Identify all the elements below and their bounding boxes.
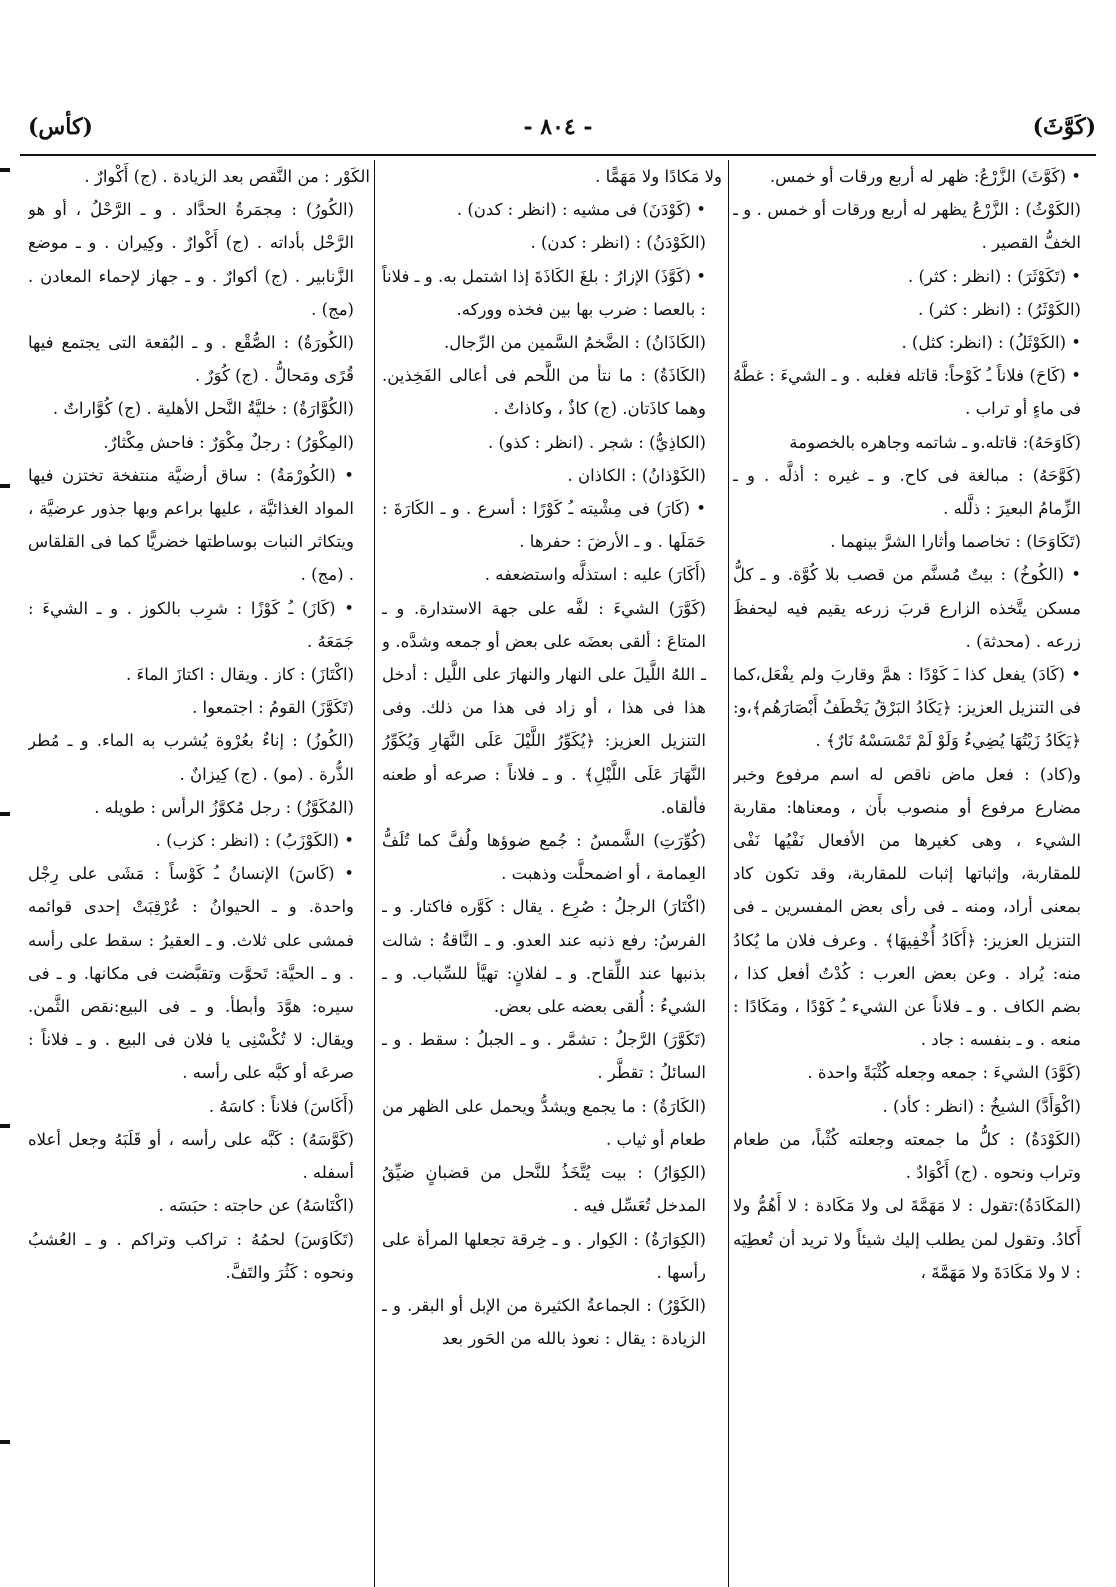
dictionary-entry: • (كَاسَ) الإنسانُ ـُ كَوْساً : مَشَى على رِجْل واحدة. و ـ الحيوانُ : عُرْقِبَتْ إحدى قوائمه فمشى على ثلاث. و ـ العقيرُ : سقط على رأسه . و ـ الحيَّة: تَحوَّت وتقبَّضت فى مكانها. و ـ فى سيره: هوَّدَ وأبطأ. و ـ فى البيع:نقص الثَّمن. ويقال: لا تُكْسْنِى يا فلان فى البيع . و ـ فلاناً : صرعَه أو كبَّه على رأسه . — [28, 864, 354, 1083]
dictionary-entry: • (كَاحَ) فلاناً ـُ كَوْحاً: قاتله فغلبه . و ـ الشيءَ : غطَّهُ فى ماءٍ أو تراب . — [733, 366, 1081, 419]
dictionary-entry: (الكَوْرُ) : الجماعةُ الكثيرة من الإبل أو البقر. و ـ الزيادة : يقال : نعوذ بالله من الحَور بعد — [382, 1295, 706, 1349]
dictionary-entry: (الكِوَارَةُ) : الكِوار . و ـ خِرقة تجعلها المرأة على رأسها . — [382, 1229, 706, 1282]
dictionary-entry: • (كَوْدَنَ) فى مشيه : (انظر : كدن) . — [456, 200, 706, 220]
dictionary-entry: (أَكَاسَ) فلاناً : كاسَهُ . — [208, 1096, 354, 1116]
dictionary-entry: ولا مَكادًا ولا مَهَمًّا . — [595, 167, 722, 186]
dictionary-entry: (كُوِّرَتِ) الشَّمسُ : جُمع ضوؤها ولُفَّ كما تُلَفُّ العِمامة ، أو اضمحلَّت وذهبت . — [382, 831, 706, 884]
dictionary-entry: (تَكَوَّزَ) القومُ : اجتمعوا . — [192, 698, 354, 718]
dictionary-entry: (تَكَاوَحَا) : تخاصما وأثارا الشرَّ بينهما . — [830, 532, 1081, 552]
dictionary-entry: (المَكَادَةُ):تقول : لا مَهَمَّةَ لى ولا مَكَادة : لا أَهُمُّ ولا أَكادُ. وتقول لمن يطلب إليك شيئاً ولا تريد أن تُعطِيَه : لا ولا مَكَادَةَ ولا مَهَمَّةَ ، — [733, 1196, 1081, 1282]
page-number: - ٨٠٤ - — [523, 114, 593, 140]
dictionary-entry: (المِكْوَرُ) : رجلٌ مِكْوَرٌ : فاحش مِكْثارٌ. — [103, 432, 354, 452]
dictionary-entry: • (الكُورْمَةُ) : ساق أرضيَّة منتفخة تختزن فيها المواد الغذائيَّة ، عليها براعم وبها جذور عرضيَّة ، ويتكاثر النبات بوساطتها خضريًّا كما فى القلقاس . (مج) . — [28, 465, 354, 585]
scan-edge-mark — [0, 812, 10, 816]
dictionary-entry: (الكُورُ) : مِجمَرةُ الحدَّاد . و ـ الرَّحْلُ ، أو هو الرَّحْل بأداته . (ج) أَكْوارٌ . وكِيران . و ـ موضع الزَّنابير . (ج) أكوارٌ . و ـ جهاز لإحماء المعادن . (مج) . — [28, 200, 354, 319]
dictionary-entry: (كَوَّرَ) الشيءَ : لفَّه على جهة الاستدارة. و ـ المتاعَ : ألقى بعضَه على بعض أو جمعه وشدَّه. و ـ اللهُ اللَّيلَ على النهار والنهارَ على اللَّيل : أدخل هذا فى هذا ، أو زاد فى هذا من ذلك. وفى التنزيل العزيز: ﴿يُكَوِّرُ اللَّيْلَ عَلَى النَّهَارِ وَيُكَوِّرُ النَّهَارَ عَلَى اللَّيْلِ﴾ . و ـ فلاناً : صرعه أو طعنه فألقاه. — [382, 598, 706, 817]
dictionary-entry: (الكَوْدَةُ) : كلُّ ما جمعته وجعلته كُثْباً، من طعام وتراب ونحوه . (ج) أَكْوَادٌ . — [733, 1129, 1081, 1183]
dictionary-entry: • (كَازَ) ـُ كَوْزًا : شرِب بالكوز . و ـ الشيءَ : جَمَعَهُ . — [28, 598, 354, 651]
dictionary-entry: (الكُورَةُ) : الصُّقْع . و ـ البُقعة التى يجتمع فيها قُرًى ومَحالُّ . (ج) كُوَرٌ . — [28, 333, 354, 386]
dictionary-entry: • (كَارَ) فى مِشْيته ـُ كَوْرًا : أسرع . و ـ الكَارَةَ : حَمَلَها . و ـ الأرضَ : حفرها . — [382, 499, 706, 552]
dictionary-entry: • (كَوَّثَ) الزَّرْعُ: ظهر له أربع ورقات أو خمس. — [769, 167, 1081, 186]
dictionary-entry: (الكَاذَانُ) : الضَّخمُ السَّمين من الرِّجال. — [444, 333, 706, 353]
column-divider — [374, 160, 375, 1587]
dictionary-entry: (الكَارَةُ) : ما يجمع ويشدُّ ويحمل على الظهر من طعام أو ثياب . — [382, 1096, 706, 1149]
column-divider — [728, 160, 729, 1587]
header-right-word: (كَوَّثَ) — [1032, 114, 1096, 140]
dictionary-entry: (كَوَّدَ) الشيءَ : جمعه وجعله كُثْبَةً واحدة . — [807, 1063, 1081, 1083]
dictionary-entry: و(كاد) : فعل ماض ناقص له اسم مرفوع وخبر مضارع مرفوع أو منصوب بأَن ، ومعناها: مقاربة الشيء ، وهى كغيرها من الأفعال نَفْيُها نَفْى للمقاربة، وإثباتها إثبات للمقاربة، وقد تكون كاد بمعنى أراد، ومنه ـ فى رأى بعض المفسرين ـ فى التنزيل العزيز: ﴿أَكَادُ أُخْفِيهَا﴾ . وعرف فلان ما يُكادُ منه: يُراد . وعن بعض العرب : كُدْتُ أفعل كذا ، بضم الكاف . و ـ فلاناً عن الشيء ـُ كَوْدًا ، ومَكَادًا : منعه . و ـ بنفسه : جاد . — [733, 764, 1081, 1050]
scan-edge-mark — [0, 1124, 10, 1128]
dictionary-entry: • (الكَوْزَبُ) : (انظر : كزب) . — [155, 831, 354, 851]
column-right — [733, 160, 1097, 1460]
column-left — [28, 160, 370, 1460]
header-left-word: (كأس) — [28, 114, 93, 140]
dictionary-entry: (كَوَّسَهُ) : كَبَّه على رأسه ، أو قَلَبَهُ وجعل أعلاه أسفله . — [28, 1129, 354, 1183]
dictionary-entry: (اكْوَأَدَّ) الشيخُ : (انظر : كأد) . — [882, 1096, 1081, 1116]
dictionary-entry: الكَوْر : من النَّقص بعد الزيادة . (ج) أَكْوارٌ . — [84, 167, 370, 186]
dictionary-entry: (الكُوزُ) : إناءٌ بعُرْوة يُشرب به الماء. و ـ مُطر الذُّرة . (مو) . (ج) كِيزانٌ . — [28, 731, 354, 784]
dictionary-entry: (الكِوَارُ) : بيت يُتَّخَذُ للنَّحل من قضبانٍ ضيِّقُ المدخل تُعَسِّل فيه . — [382, 1163, 706, 1216]
dictionary-entry: (اكْتَارَ) الرجلُ : صُرِع . يقال : كَوَّره فاكتار. و ـ الفرسُ: رفع ذنبه عند العدو. و ـ النَّاقةُ : شالت بذنبها عند اللِّقاح. و ـ لفلانٍ: تهيَّأ للسِّباب. و ـ الشيءُ : أُلقى بعضه على بعض. — [382, 897, 706, 1017]
dictionary-entry: (الكَوْذانُ) : الكاذان . — [567, 465, 706, 485]
dictionary-entry: (اكْتَاسَهُ) عن حاجته : حبَسَه . — [158, 1196, 354, 1216]
dictionary-entry: (اكْتَازَ) : كاز . ويقال : اكتازَ الماءَ . — [126, 665, 354, 685]
dictionary-entry: (الكَوْثَرُ) : (انظر : كثر) . — [917, 299, 1081, 319]
dictionary-entry: • (الكُوخُ) : بيتٌ مُسنَّم من قصب بلا كُوَّة. و ـ كلُّ مسكن يتَّخذه الزارع قربَ زرعه يقيم فيه ليحفظَ زرعه . (محدثة) . — [733, 565, 1081, 651]
dictionary-entry: (المُكَوَّزُ) : رجل مُكوَّزُ الرأس : طويله . — [94, 797, 354, 817]
dictionary-entry: • (كَادَ) يفعل كذا ـَ كَوْدًا : همَّ وقاربَ ولم يفْعَل،كما فى التنزيل العزيز: ﴿يَكَادُ البَرْقُ يَخْطَفُ أَبْصَارَهُم﴾،و: ﴿يَكَادُ زَيْتُهَا يُضِيءُ وَلَوْ لَمْ تَمْسَسْهُ نَارٌ﴾ . — [733, 665, 1081, 751]
dictionary-entry: (أَكَارَ) عليه : استذلَّه واستضعفه . — [484, 565, 706, 585]
dictionary-entry: (الكَاذَةُ) : ما نتأ من اللَّحم فى أعالى الفَخِذين. وهما كاذَتان. (ج) كاذٌ ، وكاذاتٌ . — [382, 366, 706, 419]
scan-edge-mark — [0, 484, 10, 488]
dictionary-entry: (الكَوْدَنُ) : (انظر : كدن) . — [530, 233, 706, 253]
dictionary-entry: (الكُوَّارَةُ) : خليَّةُ النَّحل الأهلية . (ج) كُوَّاراتٌ . — [52, 399, 354, 419]
dictionary-entry: (الكاذِيُّ) : شجر . (انظر : كذو) . — [488, 432, 706, 452]
dictionary-entry: (تَكَوَّرَ) الرَّجلُ : تشمَّر . و ـ الجبلُ : سقط . و ـ السائلُ : تقطَّر . — [382, 1030, 706, 1083]
scan-edge-mark — [0, 168, 10, 172]
dictionary-entry: (كَوَّحَهُ) : مبالغة فى كاح. و ـ غيره : أذلَّه . و ـ الزِّمامُ البعيرَ : ذلَّله . — [733, 465, 1081, 519]
dictionary-entry: (الكَوْثُ) : الزَّرْعُ يظهر له أربع ورقات أو خمس . و ـ الخفُّ القصير . — [733, 200, 1081, 253]
dictionary-entry: • (تَكَوْثَرَ) : (انظر : كثر) . — [908, 266, 1081, 286]
page-header — [20, 112, 1096, 156]
scan-edge-mark — [0, 1440, 10, 1444]
column-middle — [382, 160, 722, 1460]
dictionary-entry: • (الكَوْثَلُ) : (انظر: كثل) . — [901, 333, 1081, 353]
dictionary-entry: (تَكَاوَسَ) لحمُهُ : تراكب وتراكم . و ـ العُشبُ ونحوه : كَثُرَ والتَفَّ. — [28, 1229, 354, 1282]
dictionary-entry: (كَاوَحَهُ): قاتله.و ـ شاتمه وجاهره بالخصومة — [789, 432, 1081, 452]
dictionary-entry: • (كَوَّذَ) الإزارُ : بلغَ الكَاذَةَ إذا اشتمل به. و ـ فلاناً : بالعصا : ضرب بها بين فخذه ووركه. — [382, 266, 706, 319]
